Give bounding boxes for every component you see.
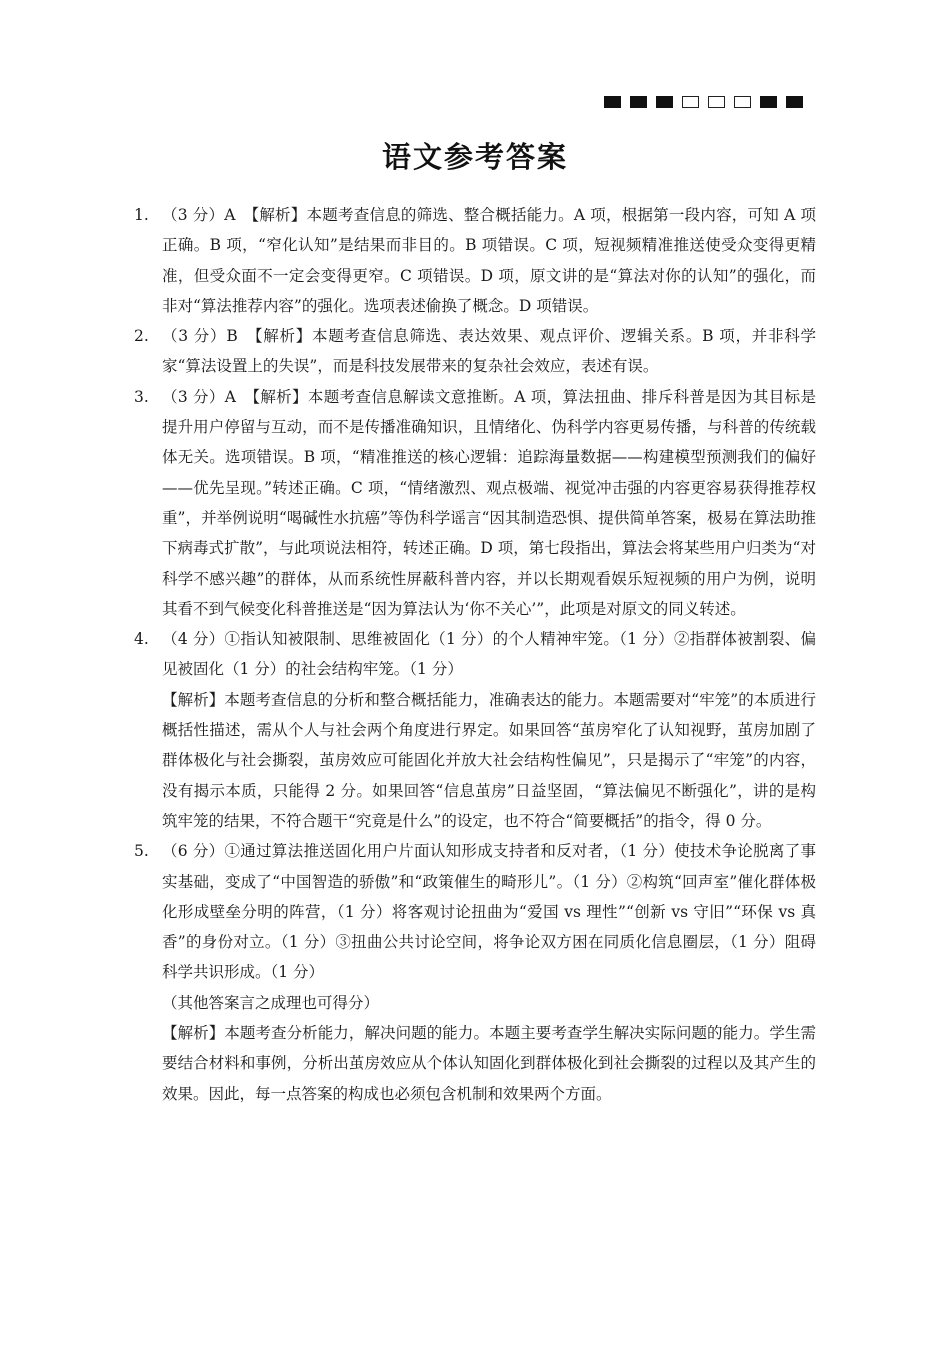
scoring-note: （其他答案言之成理也可得分） — [162, 993, 380, 1012]
answer-item-5 — [134, 836, 816, 1109]
page-title: 语文参考答案 — [381, 140, 568, 174]
hollow-square-mark — [682, 96, 699, 108]
item-number: 3. — [134, 387, 149, 406]
answer-item-4 — [134, 624, 816, 836]
answer-text: （6 分）①通过算法推送固化用户片面认知形成支持者和反对者，（1 分）使技术争论脱离了事实基础，变成了“中国智造的骄傲”和“政策催生的畸形儿”。（1 分）②构筑“回声室”催化群体极化形成壁垒分明的阵营，（1 分）将客观讨论扭曲为“爱国 vs 理性”“创新 vs 守旧”“环保 vs 真香”的身份对立。（1 分）③扭曲公共讨论空间，将争论双方困在同质化信息圈层，（1 分）阻碍科学共识形成。（1 分） — [162, 842, 816, 982]
item-number: 4. — [134, 630, 149, 649]
filled-square-mark — [656, 96, 673, 108]
item-number: 1. — [134, 206, 149, 224]
answer-item-3 — [134, 382, 816, 624]
header-marks — [604, 96, 803, 108]
answer-text: （4 分）①指认知被限制、思维被固化（1 分）的个人精神牢笼。（1 分）②指群体被割裂、偏见被固化（1 分）的社会结构牢笼。（1 分） — [162, 630, 816, 679]
answer-item-2 — [134, 321, 816, 382]
answer-list — [134, 200, 816, 1109]
filled-square-mark — [786, 96, 803, 108]
analysis-text: 【解析】本题考查信息的分析和整合概括能力，准确表达的能力。本题需要对“牢笼”的本质进行概括性描述，需从个人与社会两个角度进行界定。如果回答“茧房窄化了认知视野，茧房加剧了群体极化与社会撕裂，茧房效应可能固化并放大社会结构性偏见”，只是揭示了“牢笼”的内容，没有揭示本质，只能得 2 分。如果回答“信息茧房”日益坚固，“算法偏见不断强化”，讲的是构筑牢笼的结果，不符合题干“究竟是什么”的设定，也不符合“简要概括”的指令，得 0 分。 — [162, 690, 816, 830]
analysis-text: 【解析】本题考查分析能力，解决问题的能力。本题主要考查学生解决实际问题的能力。学生需要结合材料和事例，分析出茧房效应从个体认知固化到群体极化到社会撕裂的过程以及其产生的效果。因此，每一点答案的构成也必须包含机制和效果两个方面。 — [162, 1024, 816, 1103]
filled-square-mark — [760, 96, 777, 108]
answer-text: （3 分）A 【解析】本题考查信息解读文意推断。A 项，算法扭曲、排斥科普是因为其目标是提升用户停留与互动，而不是传播准确知识，且情绪化、伪科学内容更易传播，与科普的传统载体无关。选项错误。B 项，“精准推送的核心逻辑：追踪海量数据——构建模型预测我们的偏好——优先呈现。”转述正确。C 项，“情绪激烈、观点极端、视觉冲击强的内容更容易获得推荐权重”，并举例说明“喝碱性水抗癌”等伪科学谣言“因其制造恐惧、提供简单答案，极易在算法助推下病毒式扩散”，与此项说法相符，转述正确。D 项，第七段指出，算法会将某些用户归类为“对科学不感兴趣”的群体，从而系统性屏蔽科普内容，并以长期观看娱乐短视频的用户为例，说明其看不到气候变化科普推送是“因为算法认为‘你不关心’”，此项是对原文的同义转述。 — [162, 387, 816, 618]
filled-square-mark — [604, 96, 621, 108]
answer-text: （3 分）A 【解析】本题考查信息的筛选、整合概括能力。A 项，根据第一段内容，可知 A 项正确。B 项，“窄化认知”是结果而非目的。B 项错误。C 项，短视频精准推送使受众变得更精准，但受众面不一定会变得更窄。C 项错误。D 项，原文讲的是“算法对你的认知”的强化，而非对“算法推荐内容”的强化。选项表述偷换了概念。D 项错误。 — [162, 206, 816, 315]
answer-text: （3 分）B 【解析】本题考查信息筛选、表达效果、观点评价、逻辑关系。B 项，并非科学家“算法设置上的失误”，而是科技发展带来的复杂社会效应，表述有误。 — [162, 327, 816, 376]
hollow-square-mark — [708, 96, 725, 108]
item-number: 2. — [134, 327, 149, 346]
item-number: 5. — [134, 842, 149, 861]
hollow-square-mark — [734, 96, 751, 108]
answer-item-1 — [134, 200, 816, 321]
filled-square-mark — [630, 96, 647, 108]
